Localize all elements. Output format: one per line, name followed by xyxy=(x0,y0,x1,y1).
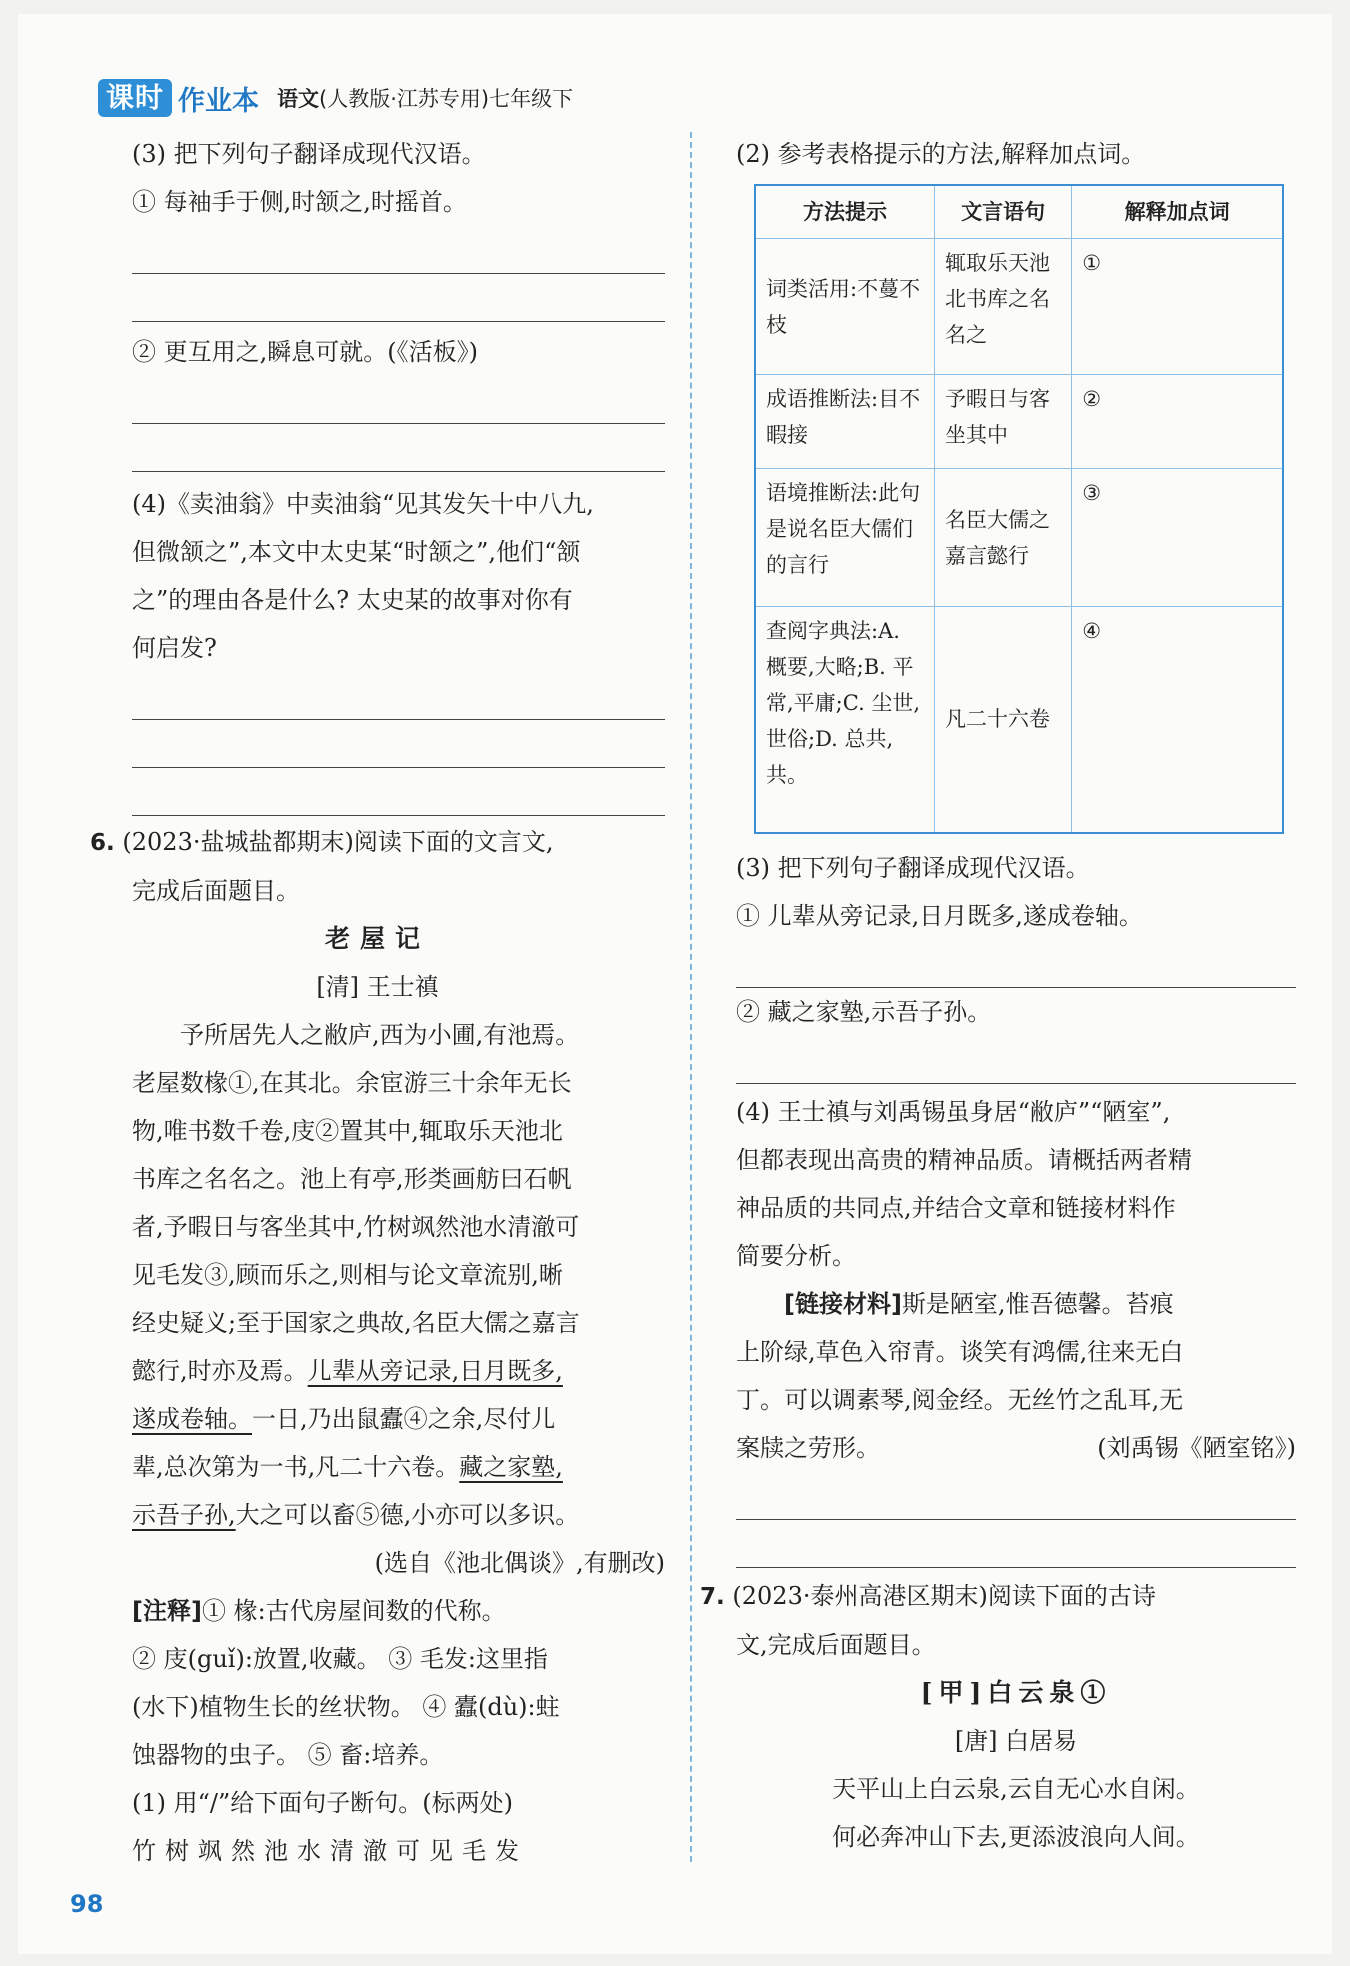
poem-line: 天平山上白云泉,云自无心水自闲。 xyxy=(832,1774,1200,1803)
q6-3-sentence-2: ② 藏之家塾,示吾子孙。 xyxy=(736,997,992,1026)
answer-line[interactable] xyxy=(132,226,665,274)
essay-line: 老屋数椽①,在其北。余宦游三十余年无长 xyxy=(132,1069,572,1097)
answer-line[interactable] xyxy=(132,274,665,322)
essay-line xyxy=(90,1347,665,1395)
question-number: 7. xyxy=(700,1583,725,1610)
q5-4-line-3: 之”的理由各是什么? 太史某的故事对你有 xyxy=(132,586,573,614)
q6-4-line-2: 但都表现出高贵的精神品质。请概括两者精 xyxy=(736,1145,1192,1174)
essay-line: 者,予暇日与客坐其中,竹树飒然池水清澈可 xyxy=(132,1213,580,1241)
table-cell-answer[interactable]: ③ xyxy=(1072,469,1283,607)
q6-1-title: (1) 用“/”给下面句子断句。(标两处) xyxy=(132,1789,513,1817)
link-source: (刘禹锡《陋室铭》) xyxy=(1097,1433,1296,1462)
q6-4-line-1: (4) 王士禛与刘禹锡虽身居“敝庐”“陋室”, xyxy=(736,1097,1171,1126)
essay-text: 懿行,时亦及焉。 xyxy=(132,1357,308,1385)
header-subject xyxy=(277,83,573,113)
essay-line: 予所居先人之敝庐,西为小圃,有池焉。 xyxy=(180,1021,580,1049)
q6-4-line-4: 简要分析。 xyxy=(736,1241,856,1270)
question-number: 6. xyxy=(90,830,115,856)
q7-line-2: 文,完成后面题目。 xyxy=(736,1630,936,1659)
answer-line[interactable] xyxy=(736,1472,1296,1520)
q6-2-title: (2) 参考表格提示的方法,解释加点词。 xyxy=(736,140,1146,168)
table-row xyxy=(755,375,1283,469)
column-divider xyxy=(690,132,692,1862)
poem-author: [唐] 白居易 xyxy=(954,1726,1078,1755)
workbook-page xyxy=(18,14,1332,1954)
link-text: 案牍之劳形。 xyxy=(736,1433,880,1462)
answer-line[interactable] xyxy=(132,720,665,768)
poem-title: [甲]白云泉① xyxy=(920,1677,1112,1707)
right-column xyxy=(700,130,1296,1861)
note-text: ① 椽:古代房屋间数的代称。 xyxy=(201,1597,506,1625)
table-header-sentence: 文言语句 xyxy=(935,185,1072,239)
left-column xyxy=(90,130,665,1875)
notes-line: (水下)植物生长的丝状物。 ④ 蠹(dù):蛀 xyxy=(132,1693,560,1721)
table-cell-answer[interactable]: ① xyxy=(1072,239,1283,375)
table-row xyxy=(755,469,1283,607)
q5-3-sentence-2: ② 更互用之,瞬息可就。(《活板》) xyxy=(132,338,478,366)
table-cell-sentence: 名臣大儒之嘉言懿行 xyxy=(935,469,1072,607)
table-cell-method: 词类活用:不蔓不枝 xyxy=(755,239,935,375)
q7-header xyxy=(700,1572,1296,1621)
answer-line[interactable] xyxy=(736,1036,1296,1084)
answer-line[interactable] xyxy=(736,1520,1296,1568)
q6-4-line-3: 神品质的共同点,并结合文章和链接材料作 xyxy=(736,1193,1176,1222)
essay-line: 物,唯书数千卷,庋②置其中,辄取乐天池北 xyxy=(132,1117,563,1145)
table-header-answer: 解释加点词 xyxy=(1072,185,1283,239)
logo-text: 作业本 xyxy=(178,85,260,117)
link-line xyxy=(736,1424,1296,1472)
essay-line: 书库之名名之。池上有亭,形类画舫曰石帆 xyxy=(132,1165,572,1193)
essay-text: 辈,总次第为一书,凡二十六卷。 xyxy=(132,1453,460,1481)
q6-1-sentence: 竹树飒然池水清澈可见毛发 xyxy=(132,1837,528,1865)
essay-author: [清] 王士禛 xyxy=(316,973,439,1001)
answer-line[interactable] xyxy=(132,768,665,816)
answer-line[interactable] xyxy=(132,376,665,424)
table-row xyxy=(755,239,1283,375)
table-header-method: 方法提示 xyxy=(755,185,935,239)
notes-tag: [注释] xyxy=(132,1597,202,1625)
essay-line xyxy=(90,1395,665,1443)
q7-line-1: (2023·泰州高港区期末)阅读下面的古诗 xyxy=(732,1581,1156,1610)
table-cell-answer[interactable]: ② xyxy=(1072,375,1283,469)
essay-text: 大之可以畜⑤德,小亦可以多识。 xyxy=(235,1501,580,1529)
link-text: 斯是陋室,惟吾德馨。苔痕 xyxy=(901,1289,1174,1318)
table-cell-sentence: 辄取乐天池北书库之名名之 xyxy=(935,239,1072,375)
notes-line: ② 庋(guǐ):放置,收藏。 ③ 毛发:这里指 xyxy=(132,1645,548,1673)
q6-3-sentence-1: ① 儿辈从旁记录,日月既多,遂成卷轴。 xyxy=(736,901,1143,930)
table-cell-sentence: 凡二十六卷 xyxy=(935,607,1072,833)
q6-line-2: 完成后面题目。 xyxy=(132,877,300,905)
table-cell-method: 语境推断法:此句是说名臣大儒们的言行 xyxy=(755,469,935,607)
q6-header xyxy=(90,818,665,867)
answer-line[interactable] xyxy=(132,672,665,720)
link-line: 上阶绿,草色入帘青。谈笑有鸿儒,往来无白 xyxy=(736,1337,1184,1366)
essay-text: 一日,乃出鼠蠹④之余,尽付儿 xyxy=(252,1405,556,1433)
underlined-sentence: 藏之家塾, xyxy=(459,1453,563,1481)
underlined-sentence: 示吾子孙, xyxy=(132,1501,236,1529)
link-tag: [链接材料] xyxy=(784,1289,902,1318)
edition-label: (人教版·江苏专用)七年级下 xyxy=(319,87,574,111)
q5-3-sentence-1: ① 每袖手于侧,时颔之,时摇首。 xyxy=(132,188,467,216)
essay-line: 经史疑义;至于国家之典故,名臣大儒之嘉言 xyxy=(132,1309,580,1337)
method-table xyxy=(754,184,1284,834)
underlined-sentence: 儿辈从旁记录,日月既多, xyxy=(307,1357,563,1385)
subject-label: 语文 xyxy=(277,87,320,111)
q6-3-title: (3) 把下列句子翻译成现代汉语。 xyxy=(736,853,1090,882)
answer-line[interactable] xyxy=(132,424,665,472)
q5-4-line-4: 何启发? xyxy=(132,634,217,662)
q5-4-line-2: 但微颔之”,本文中太史某“时颔之”,他们“颔 xyxy=(132,538,581,566)
q5-4-line-1: (4)《卖油翁》中卖油翁“见其发矢十中八九, xyxy=(132,490,594,518)
table-cell-sentence: 予暇日与客坐其中 xyxy=(935,375,1072,469)
notes-line xyxy=(90,1587,665,1635)
essay-title: 老屋记 xyxy=(324,924,430,953)
table-row xyxy=(755,607,1283,833)
poem-line: 何必奔冲山下去,更添波浪向人间。 xyxy=(832,1822,1200,1851)
q5-3-title: (3) 把下列句子翻译成现代汉语。 xyxy=(132,140,486,168)
underlined-sentence: 遂成卷轴。 xyxy=(132,1405,252,1433)
link-line xyxy=(736,1280,1296,1328)
essay-source: (选自《池北偶谈》,有删改) xyxy=(374,1549,665,1577)
table-cell-method: 查阅字典法:A. 概要,大略;B. 平常,平庸;C. 尘世,世俗;D. 总共,共。 xyxy=(755,607,935,833)
essay-line: 见毛发③,顾而乐之,则相与论文章流别,晰 xyxy=(132,1261,563,1289)
table-header-row xyxy=(755,185,1283,239)
notes-line: 蚀器物的虫子。 ⑤ 畜:培养。 xyxy=(132,1741,444,1769)
link-line: 丁。可以调素琴,阅金经。无丝竹之乱耳,无 xyxy=(736,1385,1184,1414)
table-cell-method: 成语推断法:目不暇接 xyxy=(755,375,935,469)
answer-line[interactable] xyxy=(736,940,1296,988)
table-cell-answer[interactable]: ④ xyxy=(1072,607,1283,833)
page-number: 98 xyxy=(70,1890,104,1918)
essay-line xyxy=(90,1443,665,1491)
page-header xyxy=(98,78,573,118)
logo-badge: 课时 xyxy=(98,79,172,117)
q6-line-1: (2023·盐城盐都期末)阅读下面的文言文, xyxy=(122,828,554,856)
essay-line xyxy=(90,1491,665,1539)
